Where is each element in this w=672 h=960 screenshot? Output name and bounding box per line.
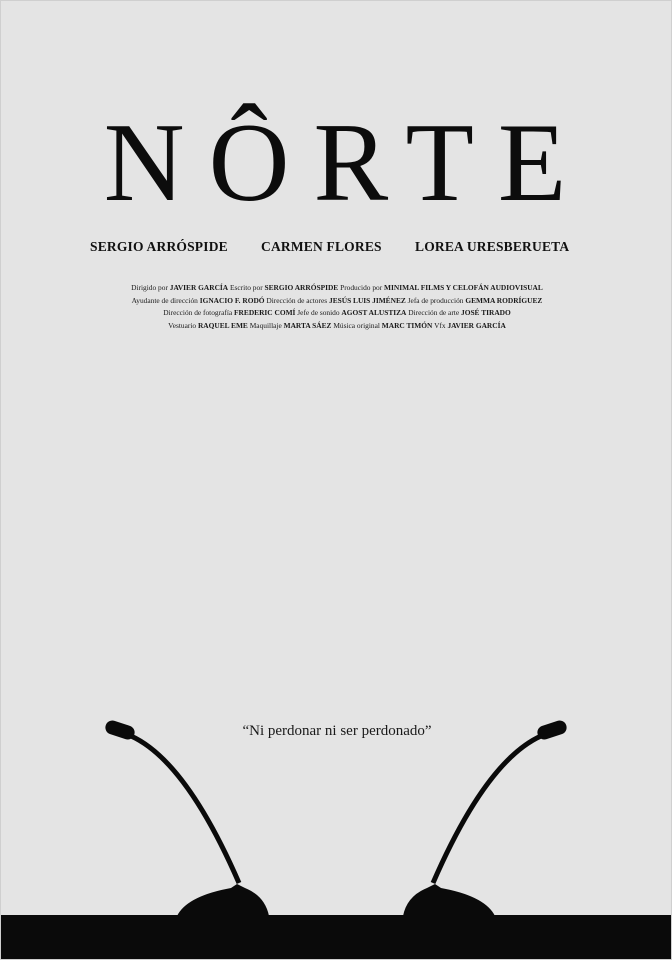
credit-role: Jefe de sonido bbox=[297, 308, 340, 317]
credit-role: Dirección de arte bbox=[408, 308, 460, 317]
credit-role: Ayudante de dirección bbox=[131, 295, 198, 305]
credit-role: Dirección de fotografía bbox=[163, 308, 233, 317]
credit-role: Producido por bbox=[340, 283, 383, 292]
microphones-illustration bbox=[1, 1, 671, 959]
credit-name: AGOST ALUSTIZA bbox=[341, 308, 407, 317]
credit-name: JAVIER GARCÍA bbox=[447, 320, 506, 330]
cast-member: CARMEN FLORES bbox=[261, 239, 382, 254]
credit-role: Escrito por bbox=[230, 283, 263, 292]
credit-name: JOSÉ TIRADO bbox=[461, 308, 511, 317]
credit-role: Dirigido por bbox=[131, 283, 168, 292]
credit-role: Música original bbox=[333, 320, 380, 330]
credit-role: Dirección de actores bbox=[266, 295, 328, 305]
credit-name: MARTA SÁEZ bbox=[283, 320, 332, 330]
credit-role: Jefa de producción bbox=[407, 295, 464, 305]
tagline: “Ni perdonar ni ser perdonado” bbox=[242, 723, 432, 739]
credit-role: Maquillaje bbox=[249, 320, 282, 330]
credit-role: Vestuario bbox=[168, 320, 197, 330]
credit-name: SERGIO ARRÓSPIDE bbox=[264, 283, 339, 292]
credit-name: MINIMAL FILMS Y CELOFÁN AUDIOVISUAL bbox=[384, 283, 543, 292]
table-silhouette bbox=[1, 915, 671, 959]
credit-name: FREDERIC COMÍ bbox=[234, 308, 296, 317]
credit-role: Vfx bbox=[434, 320, 446, 330]
cast-member: SERGIO ARRÓSPIDE bbox=[90, 239, 228, 254]
right-microphone-icon bbox=[403, 719, 568, 916]
credit-name: RAQUEL EME bbox=[197, 320, 248, 330]
credit-name: GEMMA RODRÍGUEZ bbox=[465, 295, 543, 305]
credit-name: IGNACIO F. RODÓ bbox=[199, 295, 265, 305]
poster-title: NÔRTE bbox=[103, 101, 591, 225]
left-microphone-icon bbox=[104, 719, 269, 916]
credit-name: JAVIER GARCÍA bbox=[169, 283, 229, 292]
cast-member: LOREA URESBERUETA bbox=[415, 239, 570, 254]
credit-name: MARC TIMÓN bbox=[381, 320, 433, 330]
credit-name: JESÚS LUIS JIMÉNEZ bbox=[329, 295, 406, 305]
